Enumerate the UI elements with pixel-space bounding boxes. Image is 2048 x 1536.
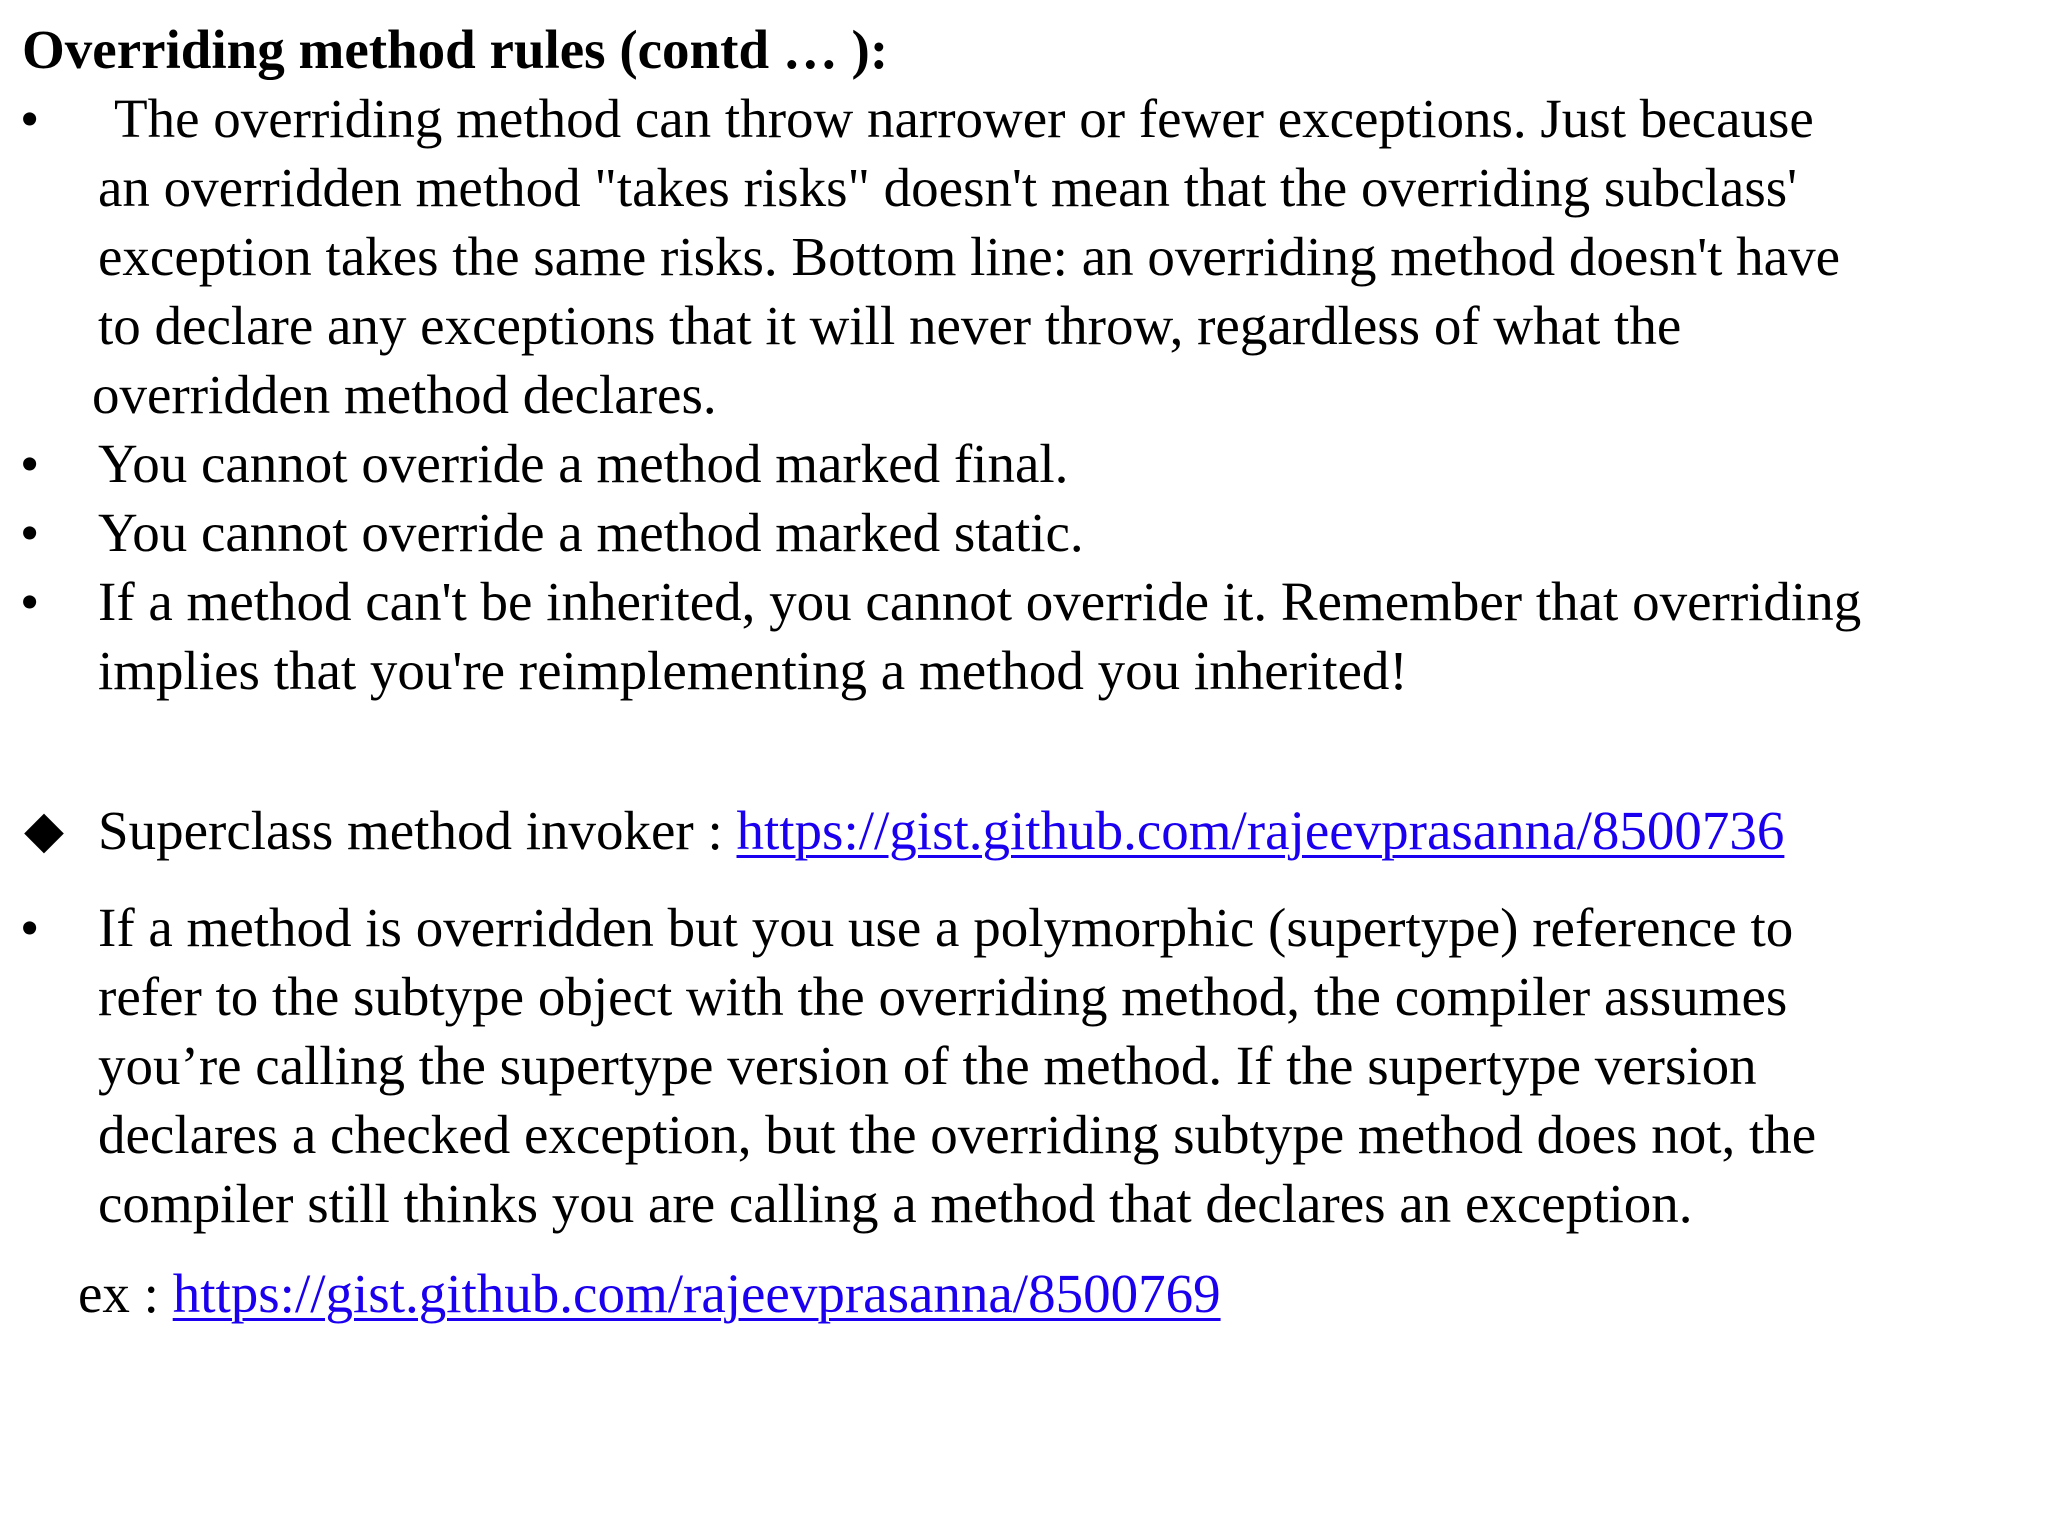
example-line <box>78 1259 1221 1328</box>
bullet-line: overridden method declares. <box>92 364 717 425</box>
bullet-dot-icon: • <box>20 433 40 494</box>
bullet-line: The overriding method can throw narrower or fewer exceptions. Just because <box>114 88 1814 149</box>
bullet-line: implies that you're reimplementing a method you inherited! <box>98 640 1408 701</box>
bullet-text <box>98 893 1998 1238</box>
bullet-dot-icon: • <box>20 502 40 563</box>
bullet-line: an overridden method "takes risks" doesn't mean that the overriding subclass' <box>98 157 1798 218</box>
example-label: ex : <box>78 1263 173 1324</box>
bullet-text <box>98 796 1998 865</box>
bullet-line: you’re calling the supertype version of the method. If the supertype version <box>98 1035 1757 1096</box>
bullet-dot-icon: • <box>20 897 40 958</box>
bullet-line: If a method can't be inherited, you cannot override it. Remember that overriding <box>98 571 1862 632</box>
bullet-line: exception takes the same risks. Bottom line: an overriding method doesn't have <box>98 226 1841 287</box>
bullet-dot-icon: • <box>20 88 40 149</box>
diamond-bullet-icon: ◆ <box>24 802 64 859</box>
invoker-line <box>98 796 1998 865</box>
bullet-line: declares a checked exception, but the overriding subtype method does not, the <box>98 1104 1817 1165</box>
page-title: Overriding method rules (contd … ): <box>22 19 889 80</box>
bullet-line: You cannot override a method marked final. <box>98 433 1069 494</box>
bullet-line: to declare any exceptions that it will never throw, regardless of what the <box>98 295 1682 356</box>
bullet-dot-icon: • <box>20 571 40 632</box>
bullet-text <box>98 429 1998 498</box>
bullet-text <box>92 84 1998 429</box>
invoker-gist-link[interactable]: https://gist.github.com/rajeevprasanna/8500736 <box>736 800 1785 861</box>
invoker-label: Superclass method invoker : <box>98 800 737 861</box>
bullet-line: If a method is overridden but you use a polymorphic (supertype) reference to <box>98 897 1794 958</box>
bullet-line: You cannot override a method marked static. <box>98 502 1084 563</box>
bullet-line: refer to the subtype object with the overriding method, the compiler assumes <box>98 966 1788 1027</box>
bullet-text <box>98 498 1998 567</box>
bullet-text <box>98 567 1998 705</box>
example-gist-link[interactable]: https://gist.github.com/rajeevprasanna/8500769 <box>172 1263 1221 1324</box>
bullet-line: compiler still thinks you are calling a method that declares an exception. <box>98 1173 1693 1234</box>
